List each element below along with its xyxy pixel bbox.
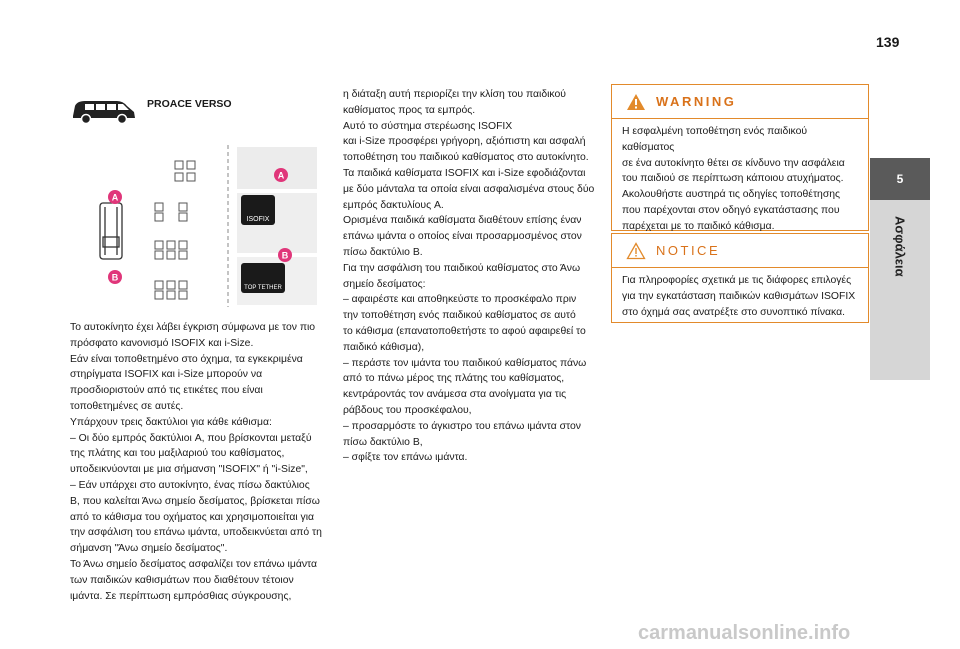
paragraph-line: την τοποθέτηση ενός παιδικού καθίσματος σε αυτό (343, 310, 576, 322)
paragraph-line: πίσω δακτύλιο B, (343, 436, 423, 448)
paragraph-line: σημείο δεσίματος: (343, 278, 426, 290)
notice-title: NOTICE (656, 243, 721, 258)
chapter-number: 5 (896, 172, 904, 186)
warning-title: WARNING (656, 94, 737, 109)
paragraph-line: υποδεικνύονται με μια σήμανση "ISOFIX" ή "i-Size", (70, 464, 308, 476)
warning-box (611, 84, 869, 231)
paragraph-line: Εάν είναι τοποθετημένο στο όχημα, τα εγκεκριμένα (70, 353, 303, 365)
warning-header (612, 85, 868, 119)
warning-line: Η εσφαλμένη τοποθέτηση ενός παιδικού καθίσματος (622, 126, 808, 153)
warning-line: του παιδιού σε περίπτωση κάποιου ατυχήματος. (622, 173, 844, 185)
paragraph-line: εμπρός δακτυλίους A. (343, 199, 444, 211)
watermark: carmanualsonline.info (638, 622, 851, 644)
paragraph-line: την ασφάλιση του επάνω ιμάντα, υποδεικνύεται από τη (70, 527, 322, 539)
paragraph-line: καθίσματος προς τα εμπρός. (343, 104, 476, 116)
paragraph-line: παιδικό κάθισμα), (343, 341, 425, 353)
paragraph-line: πρόσφατο κανονισμό ISOFIX και i-Size. (70, 337, 254, 349)
paragraph-line: ιμάντα. Σε περίπτωση εμπρόσθιας σύγκρουσης, (70, 590, 292, 602)
warning-line: σε ένα αυτοκίνητο θέτει σε κίνδυνο την ασφάλεια (622, 157, 845, 169)
warning-line: Ακολουθήστε αυστηρά τις οδηγίες τοποθέτησης (622, 189, 841, 201)
notice-line: στο όχημά σας ανατρέξτε στο συνοπτικό πίνακα. (622, 306, 846, 318)
warning-line: που παρέχονται στον οδηγό εγκατάστασης που (622, 204, 840, 216)
paragraph-line: Ορισμένα παιδικά καθίσματα διαθέτουν επίσης έναν (343, 215, 582, 227)
seat-sketch (100, 203, 122, 259)
paragraph-line: σήμανση "Άνω σημείο δεσίματος". (70, 543, 228, 555)
isofix-diagram (95, 145, 325, 307)
paragraph-line: πίσω δακτύλιο B. (343, 246, 423, 258)
paragraph-line: ράβδους του προσκέφαλου, (343, 404, 472, 416)
notice-header (612, 234, 868, 268)
warning-text (612, 119, 868, 241)
paragraph-line: Αυτό το σύστημα στερέωσης ISOFIX (343, 120, 513, 132)
paragraph-line: – περάστε τον ιμάντα του παιδικού καθίσματος πάνω (343, 357, 587, 369)
notice-line: για την εγκατάσταση παιδικών καθισμάτων ISOFIX (622, 290, 856, 302)
text-column-2 (343, 87, 603, 466)
warning-triangle-icon (626, 93, 646, 111)
seat-layout-grid (155, 161, 195, 299)
notice-text (612, 268, 868, 326)
marker-b-photo: B (281, 250, 289, 261)
paragraph-line: – Εάν υπάρχει στο αυτοκίνητο, ένας πίσω δακτύλιος (70, 479, 310, 491)
paragraph-line: το κάθισμα (επανατοποθετήστε το αφού αφαιρεθεί το (343, 325, 586, 337)
paragraph-line: Τα παιδικά καθίσματα ISOFIX και i-Size εφοδιάζονται (343, 167, 586, 179)
paragraph-line: της πλάτης και του μαξιλαριού του καθίσματος, (70, 448, 285, 460)
chapter-tab[interactable] (870, 158, 930, 200)
notice-box (611, 233, 869, 323)
paragraph-line: – προσαρμόστε το άγκιστρο του επάνω ιμάντα στον (343, 420, 581, 432)
paragraph-line: Υπάρχουν τρεις δακτύλιοι για κάθε κάθισμα: (70, 416, 272, 428)
marker-a-photo: A (277, 170, 285, 181)
paragraph-line: επάνω ιμάντα ο οποίος είναι προσαρμοσμένος στον (343, 231, 582, 243)
vehicle-label: PROACE VERSO (147, 98, 232, 110)
paragraph-line: κεντράροντάς τον ανάμεσα στα ανοίγματα για τις (343, 389, 567, 401)
paragraph-line: τοποθετημένες σε αυτές. (70, 400, 184, 412)
notice-line: Για πληροφορίες σχετικά με τις διάφορες επιλογές (622, 275, 852, 286)
paragraph-line: – Οι δύο εμπρός δακτύλιοι A, που βρίσκονται μεταξύ (70, 432, 312, 444)
paragraph-line: η διάταξη αυτή περιορίζει την κλίση του παιδικού (343, 89, 566, 100)
van-icon (71, 98, 137, 124)
paragraph-line: Το Άνω σημείο δεσίματος ασφαλίζει τον επάνω ιμάντα (70, 558, 317, 570)
marker-a-left: A (111, 192, 119, 203)
paragraph-line: τοποθέτηση του παιδικού καθίσματος στο αυτοκίνητο. (343, 152, 589, 164)
warning-line: παρέχεται με το παιδικό κάθισμα. (622, 220, 775, 232)
tether-label: TOP TETHER (244, 285, 282, 291)
paragraph-line: από το κάθισμα του οχήματος και χρησιμοποιείται για (70, 511, 315, 523)
paragraph-line: προσδιοριστούν από τις ετικέτες που είναι (70, 385, 263, 397)
isofix-label: ISOFIX (246, 216, 270, 223)
paragraph-line: Το αυτοκίνητο έχει λάβει έγκριση σύμφωνα με τον πιο (70, 322, 316, 333)
paragraph-line: – αφαιρέστε και αποθηκεύστε το προσκέφαλο πριν (343, 294, 577, 306)
paragraph-line: των παιδικών καθισμάτων που διαθέτουν τέτοιον (70, 574, 294, 586)
text-column-1 (70, 320, 340, 604)
page-number: 139 (876, 34, 900, 50)
chapter-label: Ασφάλεια (892, 216, 908, 277)
notice-triangle-icon (626, 242, 646, 260)
paragraph-line: και i-Size προσφέρει γρήγορη, αξιόπιστη και ασφαλή (343, 136, 586, 148)
paragraph-line: B, που καλείται Άνω σημείο δεσίματος, βρίσκεται πίσω (70, 495, 320, 507)
paragraph-line: από το πάνω μέρος της πλάτης του καθίσματος, (343, 373, 565, 385)
paragraph-line: στηρίγματα ISOFIX και i-Size μπορούν να (70, 369, 263, 381)
paragraph-line: με δύο μάνταλα τα οποία είναι ασφαλισμένα στους δύο (343, 183, 595, 195)
paragraph-line: Για την ασφάλιση του παιδικού καθίσματος στο Άνω (343, 262, 581, 274)
paragraph-line: – σφίξτε τον επάνω ιμάντα. (343, 452, 468, 464)
marker-b-left: B (111, 272, 119, 283)
